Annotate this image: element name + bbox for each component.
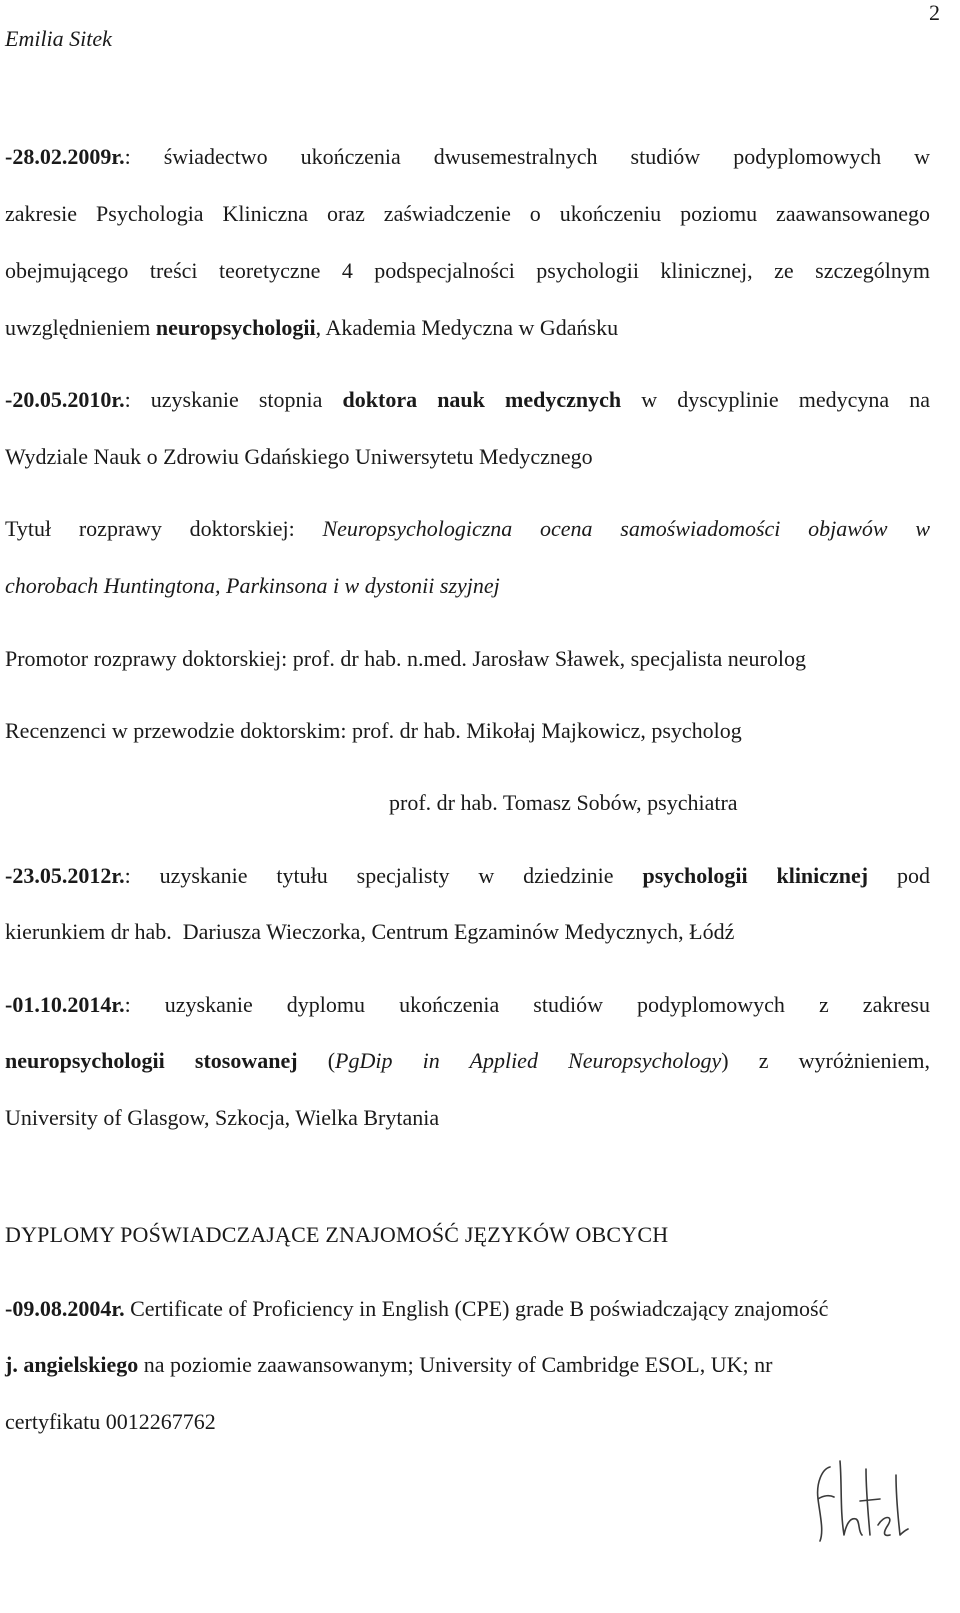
entry-2009-line-4: uwzględnieniem neuropsychologii, Akademia Medyczna w Gdańsku bbox=[5, 315, 619, 340]
bold-term: psychologii klinicznej bbox=[642, 863, 869, 888]
entry-2010-line-1: -20.05.2010r.: uzyskanie stopnia doktora nauk medycznych w dyscyplinie medycyna na bbox=[5, 387, 931, 412]
page-number: 2 bbox=[929, 0, 940, 25]
bold-term: neuropsychologii stosowanej bbox=[5, 1048, 298, 1073]
header-author: Emilia Sitek bbox=[5, 26, 112, 51]
language-line-3: certyfikatu 0012267762 bbox=[5, 1409, 216, 1434]
entry-date: -20.05.2010r. bbox=[5, 387, 125, 412]
bold-term: doktora nauk medycznych bbox=[342, 387, 622, 412]
entry-2009-line-3: obejmującego treści teoretyczne 4 podspecjalności psychologii klinicznej, ze szczególnym bbox=[5, 258, 930, 283]
entry-2012-line-2: kierunkiem dr hab. Dariusza Wieczorka, Centrum Egzaminów Medycznych, Łódź bbox=[5, 919, 735, 944]
entry-date: -23.05.2012r. bbox=[5, 863, 125, 888]
reviewers-line-1: Recenzenci w przewodzie doktorskim: prof. dr hab. Mikołaj Majkowicz, psycholog bbox=[5, 718, 742, 743]
entry-date: -28.02.2009r. bbox=[5, 144, 125, 169]
bold-term: neuropsychologii bbox=[155, 315, 316, 340]
promoter-line: Promotor rozprawy doktorskiej: prof. dr hab. n.med. Jarosław Sławek, specjalista neurolog bbox=[5, 646, 806, 671]
italic-term: PgDip in Applied Neuropsychology bbox=[335, 1048, 722, 1073]
entry-2014-line-2: neuropsychologii stosowanej (PgDip in Applied Neuropsychology) z wyróżnieniem, bbox=[5, 1048, 930, 1073]
entry-2012-line-1: -23.05.2012r.: uzyskanie tytułu specjalisty w dziedzinie psychologii klinicznej pod bbox=[5, 863, 931, 888]
thesis-title-line-2: chorobach Huntingtona, Parkinsona i w dystonii szyjnej bbox=[5, 573, 500, 598]
thesis-title-line-1: Tytuł rozprawy doktorskiej: Neuropsychologiczna ocena samoświadomości objawów w bbox=[5, 516, 930, 541]
bold-term: j. angielskiego bbox=[5, 1352, 139, 1377]
entry-2014-line-3: University of Glasgow, Szkocja, Wielka Brytania bbox=[5, 1105, 440, 1130]
entry-date: -01.10.2014r. bbox=[5, 992, 125, 1017]
language-line-2: j. angielskiego na poziomie zaawansowanym; University of Cambridge ESOL, UK; nr bbox=[5, 1352, 773, 1377]
entry-date: -09.08.2004r. bbox=[5, 1296, 125, 1321]
entry-2009-line-1: -28.02.2009r.: świadectwo ukończenia dwusemestralnych studiów podyplomowych w bbox=[5, 144, 930, 169]
entry-2009-line-2: zakresie Psychologia Kliniczna oraz zaświadczenie o ukończeniu poziomu zaawansowanego bbox=[5, 201, 930, 226]
entry-2014-line-1: -01.10.2014r.: uzyskanie dyplomu ukończenia studiów podyplomowych z zakresu bbox=[5, 992, 930, 1017]
section-heading: DYPLOMY POŚWIADCZAJĄCE ZNAJOMOŚĆ JĘZYKÓW OBCYCH bbox=[5, 1222, 669, 1247]
thesis-title: Neuropsychologiczna ocena samoświadomości objawów w bbox=[322, 516, 930, 541]
handwritten-signature-icon bbox=[800, 1455, 910, 1545]
entry-2010-line-2: Wydziale Nauk o Zdrowiu Gdańskiego Uniwersytetu Medycznego bbox=[5, 444, 593, 469]
reviewers-line-2: prof. dr hab. Tomasz Sobów, psychiatra bbox=[389, 790, 738, 815]
language-line-1: -09.08.2004r. Certificate of Proficiency in English (CPE) grade B poświadczający znajomość bbox=[5, 1296, 829, 1321]
